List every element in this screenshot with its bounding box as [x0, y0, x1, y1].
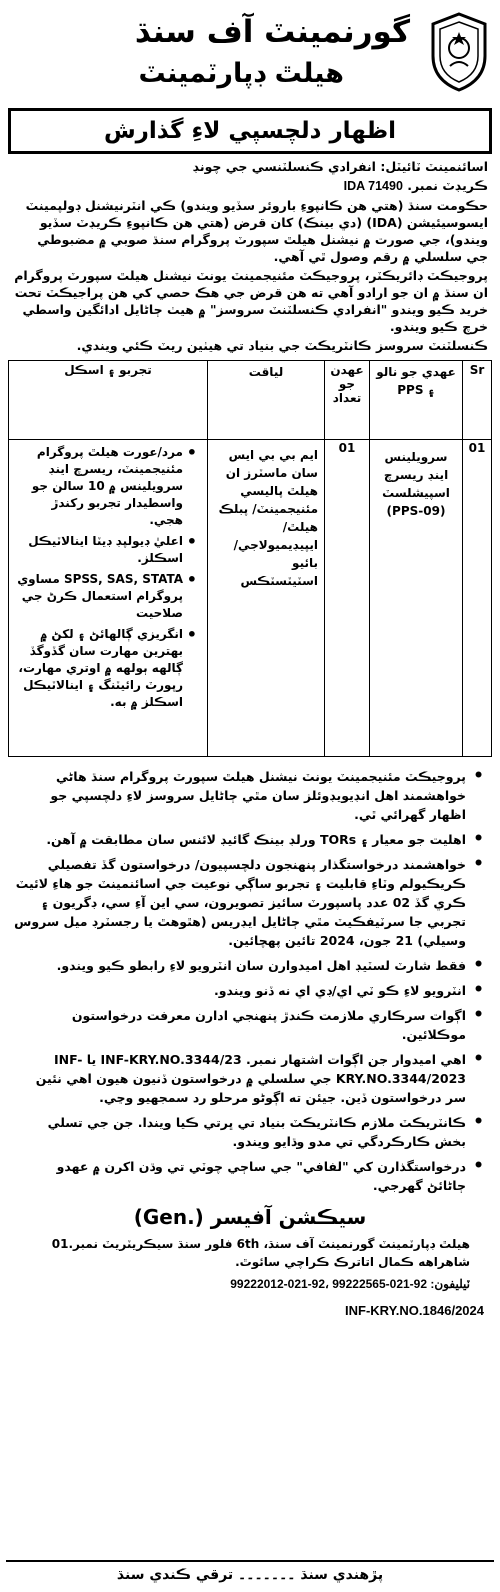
condition-item: • اڳوات سرڪاري ملازمت ڪندڙ پنهنجي ادارن معرفت درخواستون موڪلائين.	[14, 1006, 466, 1044]
cell-experience	[9, 440, 208, 757]
signature-title: سيڪشن آفيسر (.Gen)	[133, 1205, 367, 1229]
condition-item: • پروجيڪٽ مئنيجمينٽ يونٽ نيشنل هيلٿ سپورٽ پروگرام سنڌ هاڻي خواهشمند اهل انڊيويڊوئلز سان مٿي ڄاڻايل سروسز لاءِ دلچسپي جو اظهار گهرائي ٿي.	[14, 767, 466, 824]
experience-item: • SPSS, SAS, STATA مساوي پروگرام استعمال ڪرڻ جي صلاحيت	[15, 571, 183, 622]
eoi-banner: اظهار دلچسپي لاءِ گذارش	[8, 108, 492, 154]
header	[6, 4, 494, 108]
office-address: هيلٿ ڊپارٽمينٽ گورنمينٽ آف سنڌ، 6th فلور سنڌ سيڪريٽريٽ نمبر.01 شاهراهه ڪمال اتاترڪ ڪراچي سائوٿ.	[51, 1237, 470, 1269]
header-count: عهدن جو تعداد	[325, 361, 370, 440]
intro-paragraph-2: پروجيڪٽ ڊائريڪٽر، پروجيڪٽ مئنيجمينٽ يونٽ نيشنل هيلٿ سپورٽ پروگرام ان سنڌ ۾ ان جو ارادو آهي ته هن قرض جي هڪ حصي کي هن پراجيڪٽ تحت خريد ڪيو ويندو "انفرادي ڪنسلٽنٽ سروسز" ۾ هيٺ ڄاڻايل ادائگين واسطي خرچ ڪيو ويندو.	[14, 268, 488, 334]
header-sr: Sr	[463, 361, 492, 440]
condition-item: • اهي اميدوار جن اڳوات اشتهار نمبر. INF-KRY.NO.3344/23 يا INF-KRY.NO.3344/2023 جي سلسلي ۾ درخواستون ڏنيون هيون اهي نئين سر درخواستون ڏين. جيئن ته اڳوڻو مرحلو رد سمجهيو وڃي.	[14, 1050, 466, 1107]
condition-item: • خواهشمند درخواستگذار پنهنجون دلچسپيون/ درخواستون گڏ تفصيلي ڪريڪيولم وٽاءِ قابليت ۽ تجربو ساڳي نوعيت جي اسائنمينٽ جو هاءِ لائيٽ ڪري گڏ 02 عدد پاسپورٽ سائيز تصويرون، سي اين آءِ سي، ڊگريون ۽ تجربي جا سرٽيفڪيٽ مٿي ڄاڻايل ايڊريس (هٿوهٿ يا رجسٽرڊ ميل سروس وسيلي) 21 جون، 2024 تائين پهچائين.	[14, 855, 466, 950]
sindh-government-emblem-icon	[428, 10, 490, 94]
department-title: هيلٿ ڊپارٽمينٽ	[138, 58, 344, 89]
intro-paragraph-1: حڪومت سنڌ (هتي هن ڪانپوءِ باروئر سڏيو ويندو) ڪي انٽرنيشنل ڊولپمينٽ ايسوسيئيشن (IDA) (دي بينڪ) کان قرض (هتي هن ڪانپوءِ ڪريڊٽ سڏيو ويندو)، جي صورت ۾ نيشنل هيلٿ سپورٽ پروگرام سنڌ صوبي ۾ مضبوطي جي سلسلي ۾ رقم وصول ٿي آهي.	[25, 198, 488, 264]
condition-item: • ڪانٽريڪٽ ملازم ڪانٽريڪٽ بنياد تي ڀرتي ڪيا ويندا. جن جي تسلي بخش ڪارڪردگي تي مدو وڌايو ويندو.	[14, 1113, 466, 1151]
experience-item: • انگريزي ڳالهائڻ ۽ لکڻ ۾ بهترين مهارت سان گڏوگڏ ڳالهه ٻولهه ۾ اوتري مهارت، رپورٽ رائيٽنگ ۽ اينالاٽيڪل اسڪلز ۾ به.	[15, 626, 183, 711]
condition-item: • درخواستگذارن کي "لفافي" جي ساڄي چوٽي تي وڌن اکرن ۾ عهدو ڄاڻائڻ گهرجي.	[14, 1157, 466, 1195]
intro-paragraph-3: ڪنسلٽنٽ سروسز ڪانٽريڪٽ جي بنياد تي هيٺين ريٽ ڪئي ويندي.	[76, 338, 488, 353]
conditions-list	[6, 767, 494, 1195]
requirements-table	[8, 360, 492, 757]
post-pps: (PPS-09)	[386, 504, 446, 518]
cell-post	[370, 440, 463, 757]
telephone-numbers: ٽيليفون: 92-021-99222565 ،92-021-99222012	[230, 1277, 470, 1291]
intro-section	[6, 158, 494, 354]
footer-slogan: پڙهندي سنڌ ۔۔۔۔۔۔۔ ترقي ڪندي سنڌ	[6, 1560, 494, 1588]
condition-item: • اهليت جو معيار ۽ TORs ورلڊ بينڪ گائيڊ لائنس سان مطابقت ۾ آهن.	[14, 830, 466, 849]
condition-item: • انٽرويو لاءِ ڪو ٽي اي/ڊي اي نه ڏنو ويندو.	[14, 981, 466, 1000]
header-post: عهدي جو نالو ۽ PPS	[370, 361, 463, 440]
experience-item: • مرد/عورت هيلٿ پروگرام مئنيجمينٽ، ريسرچ اينڊ سرويلينس ۾ 10 سالن جو واسطيدار تجربو رکندڙ هجي.	[15, 444, 183, 529]
credit-label: ڪريڊٽ نمبر.	[407, 178, 488, 193]
government-title: گورنمينٽ آف سنڌ	[134, 14, 410, 50]
cell-sr: 01	[463, 440, 492, 757]
header-qualification: لياقت	[208, 361, 325, 440]
credit-line	[12, 177, 488, 195]
condition-item: • فقط شارٽ لسٽيڊ اهل اميدوارن سان انٽرويو لاءِ رابطو ڪيو ويندو.	[14, 956, 466, 975]
advertisement-reference: INF-KRY.NO.1846/2024	[345, 1303, 484, 1318]
table-row	[9, 440, 492, 757]
experience-item: • اعليٰ ڊيولپڊ ڊيٽا اينالاٽيڪل اسڪلز.	[15, 533, 183, 567]
post-name: سرويلينس اينڊ ريسرچ اسپيشلسٽ	[382, 450, 450, 500]
cell-qualification: ايم بي بي ايس سان ماسٽرز ان هيلٿ پاليسي مئنيجمينٽ/ پبلڪ هيلٿ/ ايپيڊيميولاجي/ بائيو اسٽيٽسٽڪس	[208, 440, 325, 757]
table-header-row	[9, 361, 492, 440]
credit-number: IDA 71490	[343, 179, 403, 193]
advertisement-page	[6, 4, 494, 1588]
cell-count: 01	[325, 440, 370, 757]
header-experience: تجربو ۽ اسڪل	[9, 361, 208, 440]
assignment-title: اسائنمينٽ ٽائيٽل: انفرادي ڪنسلٽنسي جي چونڊ	[192, 159, 488, 174]
